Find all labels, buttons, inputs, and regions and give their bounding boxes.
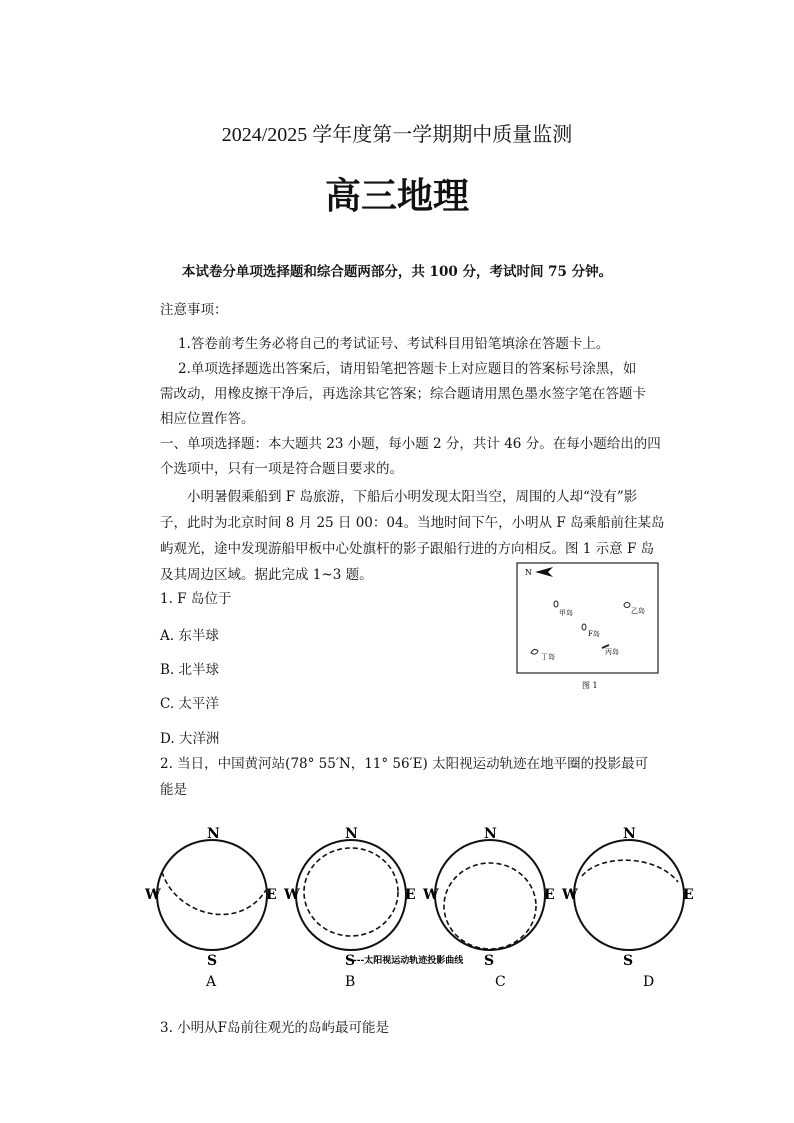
sun-path-diagrams bbox=[140, 820, 700, 992]
passage-line-4: 及其周边区域。据此完成 1~3 题。 bbox=[160, 567, 373, 583]
horizon-circle-d bbox=[574, 840, 684, 950]
dir-s-b: S bbox=[345, 953, 356, 969]
sun-path-legend: ---太阳视运动轨迹投影曲线 bbox=[353, 956, 464, 966]
q2-stem-line-2: 能是 bbox=[160, 782, 187, 798]
dir-s-a: S bbox=[207, 953, 218, 969]
notice-item-1: 1.答卷前考生务必将自己的考试证号、考试科目用铅笔填涂在答题卡上。 bbox=[178, 336, 610, 352]
horizon-circle-b bbox=[296, 840, 406, 950]
sun-path-curve-c bbox=[444, 863, 536, 949]
sun-path-curve-d bbox=[582, 860, 678, 882]
dir-s-c: S bbox=[484, 953, 495, 969]
dir-e-b: E bbox=[405, 887, 416, 903]
dir-e-c: E bbox=[544, 887, 555, 903]
q2-stem-line-1: 2. 当日，中国黄河站(78° 55′N，11° 56′E) 太阳视运动轨迹在地平圈的投影最可 bbox=[160, 756, 649, 772]
dir-w-b: W bbox=[284, 887, 300, 903]
notice-item-2-line-3: 相应位置作答。 bbox=[160, 411, 255, 427]
island-ding-label: 丁岛 bbox=[541, 653, 555, 661]
notice-item-2-line-2: 需改动，用橡皮擦干净后，再选涂其它答案；综合题请用黑色墨水签字笔在答题卡 bbox=[160, 386, 646, 402]
section-heading-line-2: 个选项中，只有一项是符合题目要求的。 bbox=[160, 461, 403, 477]
label-c: C bbox=[495, 974, 506, 990]
subject-title: 高三地理 bbox=[324, 175, 469, 217]
sun-path-curve-b bbox=[304, 848, 398, 936]
dir-w-a: W bbox=[145, 887, 161, 903]
dir-e-d: E bbox=[683, 887, 694, 903]
label-b: B bbox=[345, 974, 356, 990]
q1-stem: 1. F 岛位于 bbox=[160, 591, 232, 607]
label-d: D bbox=[643, 974, 655, 990]
section-heading-line-1: 一、单项选择题：本大题共 23 小题，每小题 2 分，共计 46 分。在每小题给出的四 bbox=[160, 436, 661, 452]
figure-1-caption: 图 1 bbox=[582, 681, 598, 690]
dir-n-b: N bbox=[345, 826, 358, 842]
notice-heading: 注意事项： bbox=[160, 302, 228, 318]
dir-n-c: N bbox=[484, 826, 497, 842]
dir-w-d: W bbox=[562, 887, 578, 903]
island-jia-label: 甲岛 bbox=[559, 609, 573, 617]
dir-e-a: E bbox=[266, 887, 277, 903]
dir-n-d: N bbox=[623, 826, 636, 842]
exam-intro: 本试卷分单项选择题和综合题两部分，共 100 分，考试时间 75 分钟。 bbox=[181, 264, 613, 280]
q1-option-c: C. 太平洋 bbox=[160, 696, 219, 712]
q1-option-a: A. 东半球 bbox=[160, 628, 219, 644]
sun-path-curve-a bbox=[162, 872, 266, 914]
passage-line-1: 小明暑假乘船到 F 岛旅游，下船后小明发现太阳当空，周围的人却“没有”影 bbox=[187, 489, 638, 505]
dir-w-c: W bbox=[423, 887, 439, 903]
passage-line-3: 屿观光，途中发现游船甲板中心处旗杆的影子跟船行进的方向相反。图 1 示意 F 岛 bbox=[160, 541, 655, 557]
exam-title: 2024/2025 学年度第一学期期中质量监测 bbox=[221, 124, 573, 146]
island-bing-label: 丙岛 bbox=[605, 648, 619, 656]
q3-stem: 3. 小明从F岛前往观光的岛屿最可能是 bbox=[160, 1020, 390, 1036]
north-label: N bbox=[525, 568, 532, 577]
q1-option-b: B. 北半球 bbox=[160, 662, 220, 678]
island-map bbox=[515, 561, 663, 693]
horizon-circle-c bbox=[435, 840, 545, 950]
passage-line-2: 子，此时为北京时间 8 月 25 日 00：04。当地时间下午，小明从 F 岛乘船前往某岛 bbox=[160, 515, 665, 531]
island-yi-label: 乙岛 bbox=[631, 607, 645, 615]
label-a: A bbox=[206, 974, 217, 990]
notice-item-2-line-1: 2.单项选择题选出答案后，请用铅笔把答题卡上对应题目的答案标号涂黑，如 bbox=[178, 361, 637, 377]
island-f-label: F岛 bbox=[588, 630, 600, 638]
horizon-circle-a bbox=[157, 840, 267, 950]
dir-s-d: S bbox=[623, 953, 634, 969]
dir-n-a: N bbox=[207, 826, 220, 842]
q1-option-d: D. 大洋洲 bbox=[160, 731, 220, 747]
